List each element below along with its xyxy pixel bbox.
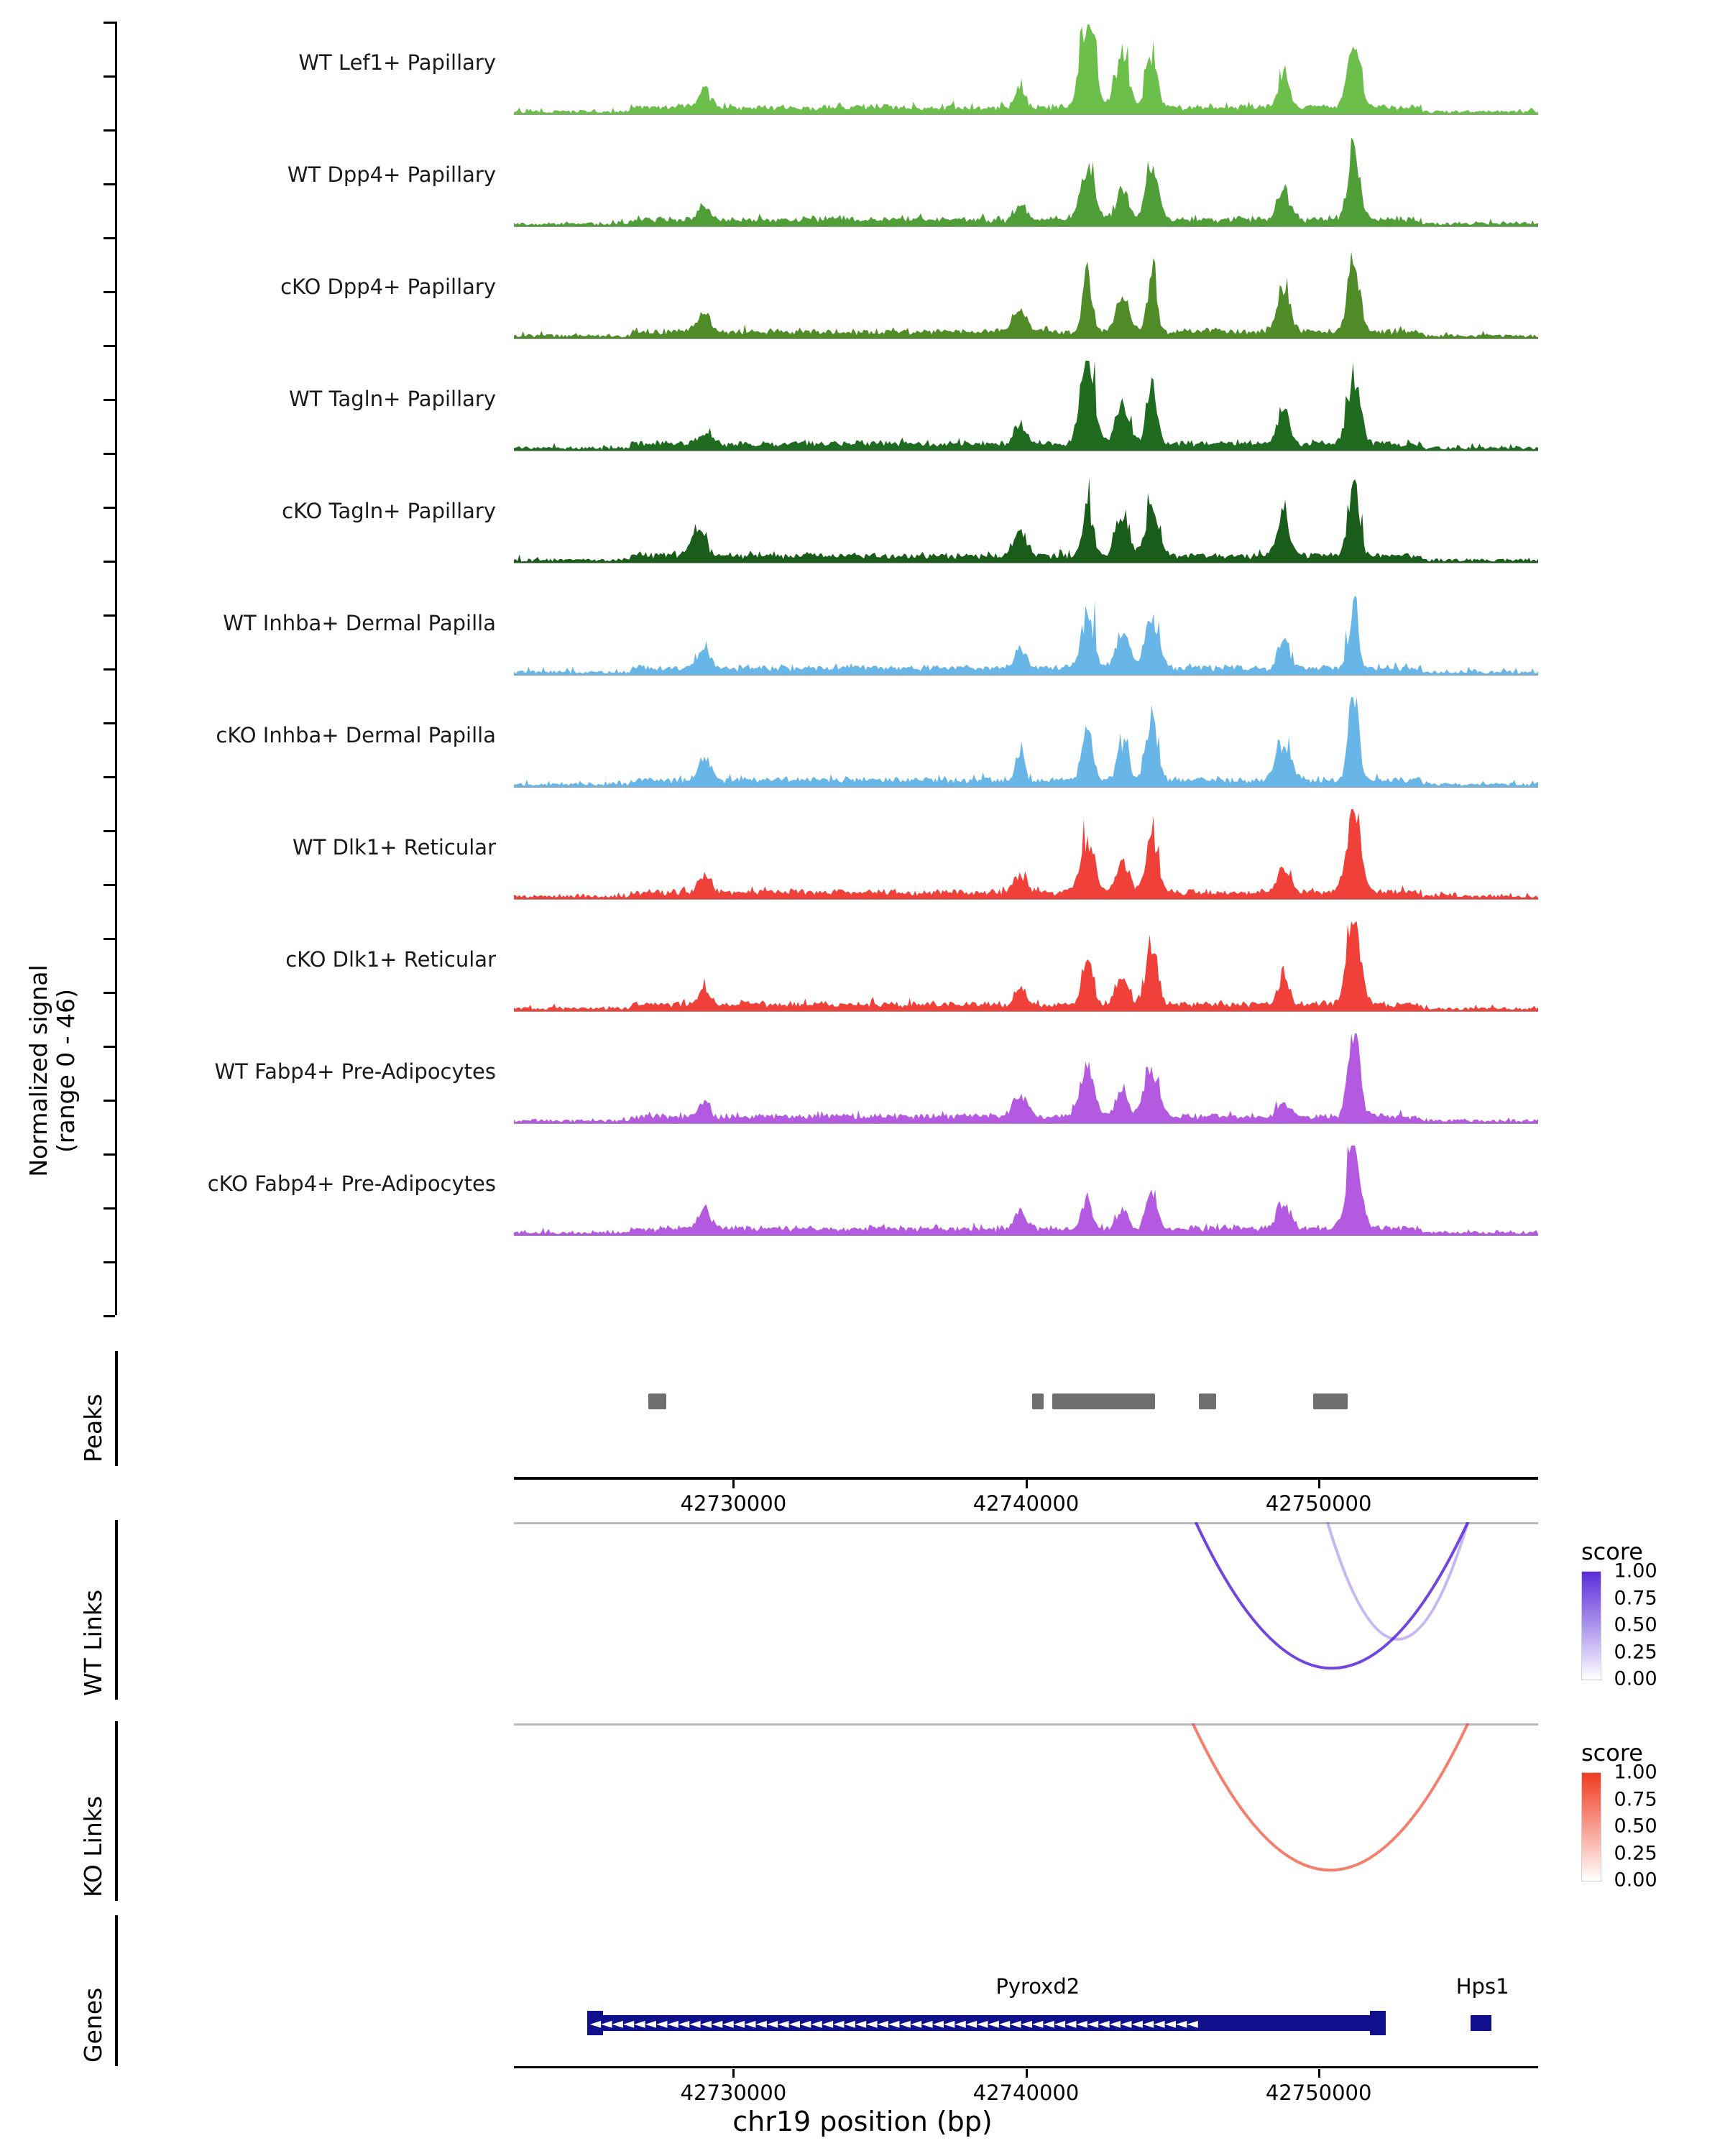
genes-section-label: Genes xyxy=(79,1987,107,2063)
signal-track-plot xyxy=(514,687,1538,799)
y-axis-label-line1: Normalized signal xyxy=(24,964,52,1177)
signal-track xyxy=(0,799,1725,911)
signal-track-area xyxy=(514,137,1538,226)
signal-track-area xyxy=(514,249,1538,338)
wt-links-legend xyxy=(1581,1538,1693,1690)
signal-track-area xyxy=(514,809,1538,899)
legend-tick-label: 1.00 xyxy=(1614,1761,1657,1784)
signal-track-label: cKO Tagln+ Papillary xyxy=(282,499,496,523)
genome-axis-tick xyxy=(732,1480,735,1488)
signal-track xyxy=(0,351,1725,463)
x-axis-title: chr19 position (bp) xyxy=(732,2106,993,2137)
signal-track xyxy=(0,687,1725,799)
signal-track-label: WT Dpp4+ Papillary xyxy=(287,162,496,187)
signal-track xyxy=(0,1135,1725,1248)
wt-links-legend-gradient xyxy=(1581,1571,1601,1680)
signal-track xyxy=(0,575,1725,687)
wt-links-legend-ticks xyxy=(1614,1560,1693,1690)
wt-links-arcs xyxy=(514,1522,1538,1702)
signal-track-plot xyxy=(514,126,1538,239)
signal-track-area xyxy=(514,24,1538,114)
signal-track-plot xyxy=(514,1023,1538,1135)
signal-track-area xyxy=(514,585,1538,675)
signal-track-label: cKO Fabp4+ Pre-Adipocytes xyxy=(207,1171,496,1196)
legend-tick-label: 0.50 xyxy=(1614,1613,1657,1636)
ko-links-arcs xyxy=(514,1723,1538,1903)
genome-axis-tick xyxy=(1026,2069,1028,2078)
genome-axis-bottom xyxy=(514,2066,1538,2068)
signal-track xyxy=(0,126,1725,239)
genome-axis-tick-label: 42750000 xyxy=(1265,2081,1372,2105)
signal-track-label: WT Tagln+ Papillary xyxy=(288,387,496,411)
signal-track-area xyxy=(514,473,1538,563)
peak-block xyxy=(1032,1393,1044,1409)
legend-tick-label: 0.00 xyxy=(1614,1869,1657,1892)
ko-links-spine xyxy=(115,1721,118,1901)
signal-track-area xyxy=(514,921,1538,1011)
signal-track xyxy=(0,1023,1725,1135)
legend-tick-label: 0.50 xyxy=(1614,1815,1657,1838)
link-arc xyxy=(1328,1522,1468,1639)
genes-track xyxy=(514,1915,1538,2066)
peak-block xyxy=(648,1393,666,1409)
legend-tick-label: 0.25 xyxy=(1614,1641,1657,1663)
legend-tick-label: 0.25 xyxy=(1614,1842,1657,1864)
signal-track-baseline xyxy=(514,1123,1538,1124)
signal-track-baseline xyxy=(514,338,1538,339)
signal-track xyxy=(0,14,1725,126)
ko-links-section-label: KO Links xyxy=(79,1795,107,1897)
y-axis-tick xyxy=(104,1261,115,1263)
peak-block xyxy=(1199,1393,1216,1409)
signal-track xyxy=(0,463,1725,575)
gene-body xyxy=(1471,2015,1491,2031)
genome-axis-tick xyxy=(1026,1480,1028,1488)
signal-track xyxy=(0,911,1725,1023)
signal-track-label: WT Fabp4+ Pre-Adipocytes xyxy=(214,1059,496,1084)
signal-track-label: cKO Inhba+ Dermal Papilla xyxy=(216,723,496,747)
genome-axis-tick xyxy=(1318,1480,1320,1488)
signal-track-baseline xyxy=(514,787,1538,788)
signal-track-plot xyxy=(514,799,1538,911)
signal-track-baseline xyxy=(514,1235,1538,1236)
signal-track-baseline xyxy=(514,1011,1538,1012)
legend-tick-label: 0.75 xyxy=(1614,1587,1657,1609)
signal-track-plot xyxy=(514,575,1538,687)
signal-track-area xyxy=(514,1146,1538,1235)
link-arc xyxy=(1193,1723,1468,1870)
genome-axis-tick-label: 42740000 xyxy=(972,2081,1080,2105)
peak-block xyxy=(1052,1393,1155,1409)
wt-links-section-label: WT Links xyxy=(79,1589,107,1696)
genome-axis-tick xyxy=(1318,2069,1320,2078)
signal-track-label: WT Dlk1+ Reticular xyxy=(293,835,496,860)
legend-tick-label: 1.00 xyxy=(1614,1560,1657,1583)
signal-track-plot xyxy=(514,351,1538,463)
signal-track-plot xyxy=(514,239,1538,351)
genome-axis-tick-label: 42740000 xyxy=(972,1491,1080,1516)
signal-track-label: cKO Dpp4+ Papillary xyxy=(280,275,496,299)
signal-track-plot xyxy=(514,463,1538,575)
signal-track-baseline xyxy=(514,114,1538,115)
signal-track-area xyxy=(514,697,1538,787)
wt-links-spine xyxy=(115,1520,118,1700)
ko-links-legend-gradient xyxy=(1581,1772,1601,1881)
ko-links-legend xyxy=(1581,1739,1693,1892)
signal-track-baseline xyxy=(514,899,1538,900)
wt-links-legend-title: score xyxy=(1581,1538,1643,1565)
gene-strand-arrows: ◄◄◄◄◄◄◄◄◄◄◄◄◄◄◄◄◄◄◄◄◄◄◄◄◄◄◄◄◄◄◄◄◄◄◄◄◄◄◄◄◄◄◄◄◄◄◄◄◄◄◄◄◄◄◄ xyxy=(589,2014,1198,2032)
peaks-track xyxy=(514,1387,1538,1416)
y-axis-tick xyxy=(104,1315,115,1317)
peak-block xyxy=(1313,1393,1348,1409)
signal-track-baseline xyxy=(514,675,1538,676)
genome-axis-tick xyxy=(732,2069,735,2078)
gene-label: Pyroxd2 xyxy=(995,1974,1080,1999)
genome-axis-tick-label: 42730000 xyxy=(680,1491,787,1516)
ko-links-legend-title: score xyxy=(1581,1739,1643,1766)
signal-track-plot xyxy=(514,911,1538,1023)
genes-spine xyxy=(115,1915,118,2066)
legend-tick-label: 0.00 xyxy=(1614,1667,1657,1690)
signal-track-label: WT Inhba+ Dermal Papilla xyxy=(223,611,496,635)
signal-track-baseline xyxy=(514,226,1538,227)
peaks-spine xyxy=(115,1351,118,1466)
signal-track-plot xyxy=(514,14,1538,126)
signal-track-area xyxy=(514,1033,1538,1123)
genome-axis-tick-label: 42750000 xyxy=(1265,1491,1372,1516)
legend-tick-label: 0.75 xyxy=(1614,1788,1657,1810)
genome-axis-tick-label: 42730000 xyxy=(680,2081,787,2105)
ko-links-legend-ticks xyxy=(1614,1761,1693,1892)
signal-track-area xyxy=(514,361,1538,451)
peaks-section-label: Peaks xyxy=(79,1393,107,1462)
signal-track xyxy=(0,239,1725,351)
signal-track-plot xyxy=(514,1135,1538,1248)
y-axis-label-line2: (range 0 - 46) xyxy=(51,988,80,1153)
gene-label: Hps1 xyxy=(1455,1974,1509,1999)
signal-track-label: WT Lef1+ Papillary xyxy=(298,50,496,75)
signal-track-label: cKO Dlk1+ Reticular xyxy=(285,947,496,972)
link-arc xyxy=(1196,1522,1468,1668)
